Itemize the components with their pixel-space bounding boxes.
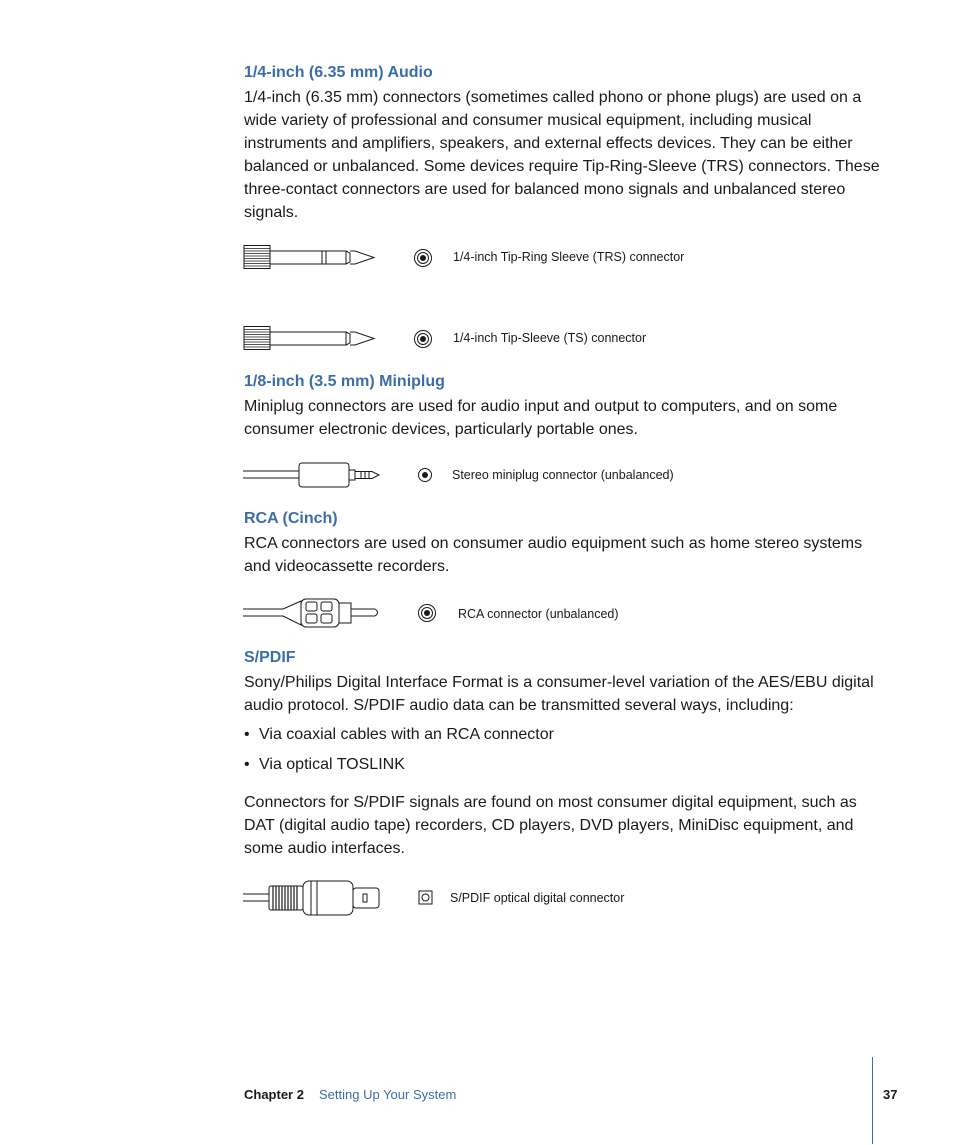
section-heading-quarter-inch: 1/4-inch (6.35 mm) Audio [244, 64, 433, 81]
spdif-jack-icon [418, 890, 434, 906]
bullet-text: Via coaxial cables with an RCA connector [259, 726, 554, 743]
section-body-rca: RCA connectors are used on consumer audio equipment such as home stereo systems and videocassette recorders. [244, 535, 863, 575]
rca-caption: RCA connector (unbalanced) [458, 607, 619, 621]
section-body-spdif: Sony/Philips Digital Interface Format is a consumer-level variation of the AES/EBU digital audio protocol. S/PDIF audio data can be transmitted several ways, including: [244, 674, 874, 714]
section-body-spdif-2: Connectors for S/PDIF signals are found on most consumer digital equipment, such as DAT (digital audio tape) recorders, CD players, DVD players, MiniDisc equipment, and some audio interfaces. [244, 794, 857, 857]
section-body-miniplug: Miniplug connectors are used for audio input and output to computers, and on some consumer electronic devices, particularly portable ones. [244, 398, 838, 438]
miniplug-connector-illustration [243, 461, 383, 489]
section-heading-rca: RCA (Cinch) [244, 510, 338, 527]
spdif-connector-illustration [243, 880, 383, 916]
ts-connector-illustration [243, 325, 378, 353]
trs-caption: 1/4-inch Tip-Ring Sleeve (TRS) connector [453, 250, 685, 264]
trs-jack-icon [413, 248, 433, 268]
section-body-quarter-inch: 1/4-inch (6.35 mm) connectors (sometimes called phono or phone plugs) are used on a wide variety of professional and consumer musical equipment, including musical instruments and amplifiers, speakers, and external effects devices. They can be either balanced or unbalanced. Some devices require Tip-Ring-Sleeve (TRS) connectors. These three-contact connectors are used for balanced mono signals and unbalanced stereo signals. [244, 89, 880, 221]
list-item [244, 725, 554, 745]
footer-chapter: Chapter 2 [244, 1087, 304, 1102]
miniplug-caption: Stereo miniplug connector (unbalanced) [452, 468, 674, 482]
rca-connector-illustration [243, 597, 383, 629]
list-item [244, 755, 405, 775]
footer-chapter-title: Setting Up Your System [319, 1087, 457, 1102]
footer-divider [872, 1057, 873, 1144]
rca-jack-icon [417, 603, 437, 623]
section-heading-miniplug: 1/8-inch (3.5 mm) Miniplug [244, 373, 445, 390]
ts-jack-icon [413, 329, 433, 349]
spdif-caption: S/PDIF optical digital connector [450, 891, 625, 905]
trs-connector-illustration [243, 244, 378, 272]
bullet-text: Via optical TOSLINK [259, 756, 405, 773]
ts-caption: 1/4-inch Tip-Sleeve (TS) connector [453, 331, 647, 345]
bullet-icon: • [244, 756, 250, 773]
bullet-icon: • [244, 726, 250, 743]
miniplug-jack-icon [417, 467, 433, 483]
page-number: 37 [883, 1087, 898, 1102]
section-heading-spdif: S/PDIF [244, 649, 296, 666]
